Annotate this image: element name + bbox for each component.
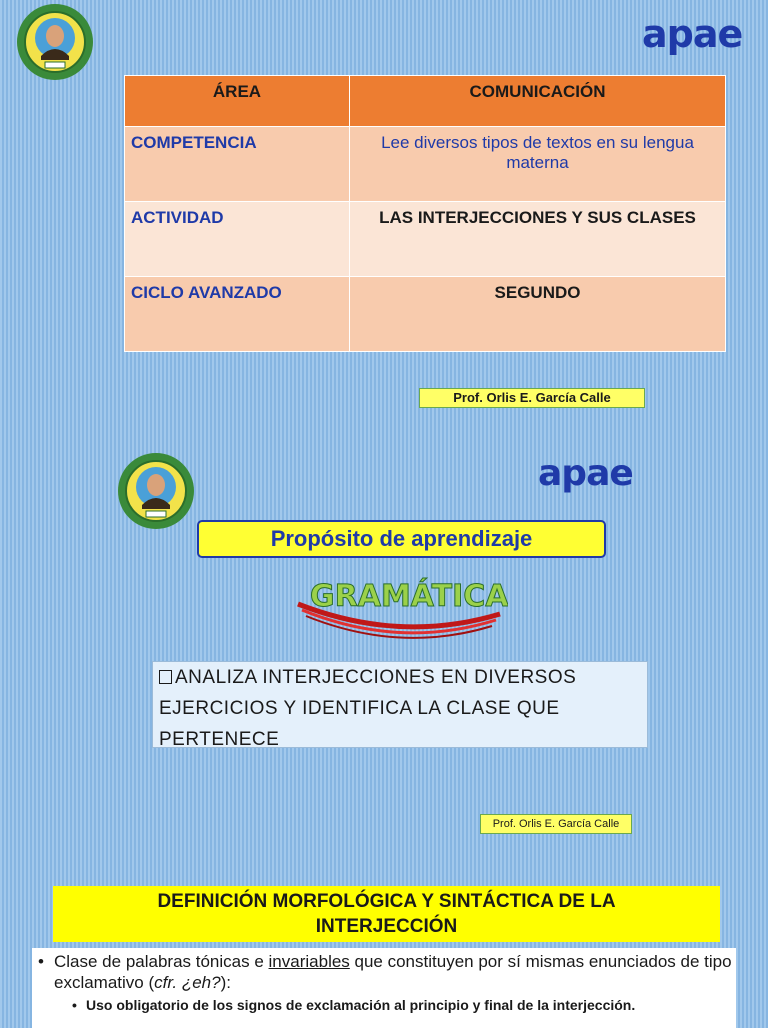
bullet-text-part: que constituyen por sí mismas enunciados de tipo exclamativo ( <box>54 952 732 992</box>
table-cell-value: Lee diversos tipos de textos en su lengua materna <box>350 127 726 202</box>
table-row <box>125 277 726 352</box>
table-row <box>125 127 726 202</box>
definition-title <box>53 886 720 942</box>
table-cell-value: LAS INTERJECCIONES Y SUS CLASES <box>350 202 726 277</box>
apae-logo: apae <box>538 453 633 494</box>
table-cell-label: CICLO AVANZADO <box>125 277 350 352</box>
info-table <box>124 75 726 352</box>
bullet-text <box>54 951 732 993</box>
definition-title-line: DEFINICIÓN MORFOLÓGICA Y SINTÁCTICA DE LA <box>157 891 616 912</box>
gramatica-logo <box>290 566 508 642</box>
table-cell-label: COMPETENCIA <box>125 127 350 202</box>
sub-bullet-text: Uso obligatorio de los signos de exclamación al principio y final de la interjección. <box>86 997 636 1013</box>
apae-logo: apae <box>642 12 743 56</box>
list-item <box>38 951 732 993</box>
author-label: Prof. Orlis E. García Calle <box>419 388 645 408</box>
table-cell-value: SEGUNDO <box>350 277 726 352</box>
objective-box <box>152 661 648 748</box>
objective-line: ANALIZA INTERJECCIONES EN DIVERSOS <box>175 667 577 688</box>
school-emblem-icon <box>15 2 95 82</box>
definition-bullets <box>32 948 736 1028</box>
school-emblem-icon <box>116 451 196 531</box>
author-label: Prof. Orlis E. García Calle <box>480 814 632 834</box>
table-header-row <box>125 76 726 127</box>
purpose-title: Propósito de aprendizaje <box>197 520 606 558</box>
bullet-text-part: Clase de palabras tónicas e <box>54 952 269 971</box>
table-row <box>125 202 726 277</box>
bullet-text-part: ): <box>220 973 231 992</box>
bullet-text-italic: cfr. ¿eh? <box>154 973 221 992</box>
gramatica-text: GRAMÁTICA <box>310 579 508 614</box>
checkbox-icon <box>159 670 172 684</box>
objective-line: PERTENECE <box>159 729 280 750</box>
definition-title-line: INTERJECCIÓN <box>315 916 458 937</box>
bullet-text-underlined: invariables <box>268 952 350 971</box>
table-cell-label: ÁREA <box>125 76 350 127</box>
bullet-icon: • <box>72 997 77 1013</box>
table-cell-label: ACTIVIDAD <box>125 202 350 277</box>
bullet-icon: • <box>38 952 44 971</box>
list-item <box>72 997 732 1013</box>
objective-line: EJERCICIOS Y IDENTIFICA LA CLASE QUE <box>159 698 560 719</box>
table-cell-value: COMUNICACIÓN <box>350 76 726 127</box>
